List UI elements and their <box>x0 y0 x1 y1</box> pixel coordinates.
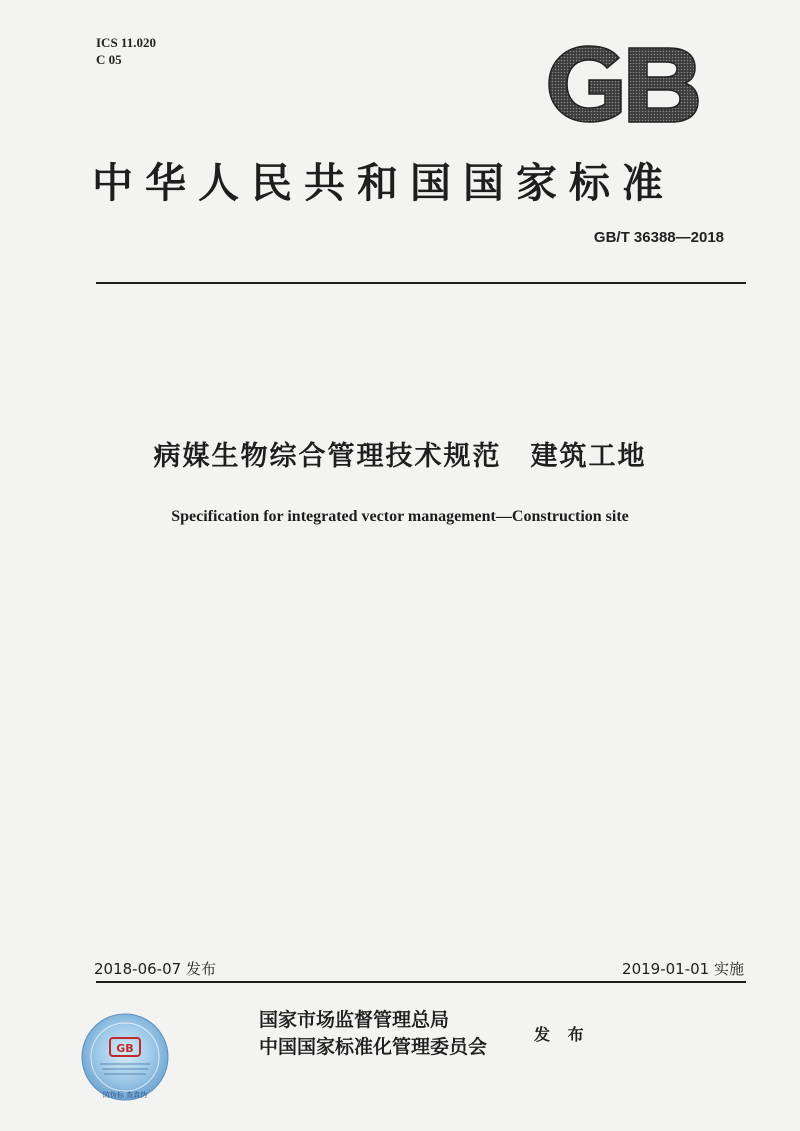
effective-date: 2019-01-01 实施 <box>622 960 744 978</box>
svg-text:GB: GB <box>116 1042 134 1055</box>
ccs-code: C 05 <box>96 52 122 67</box>
classification-codes <box>96 34 156 68</box>
bottom-divider <box>96 981 746 983</box>
gb-logo <box>545 44 701 124</box>
publisher-line-1: 国家市场监督管理总局 <box>259 1009 450 1031</box>
document-title-chinese: 病媒生物综合管理技术规范 建筑工地 <box>153 441 647 472</box>
seal-label: 防伪标 查真伪 <box>102 1091 148 1099</box>
standard-code: GB/T 36388—2018 <box>593 229 724 246</box>
publishing-authorities <box>259 1007 487 1061</box>
top-divider <box>96 282 746 284</box>
standard-type-heading: 中华人民共和国国家标准 <box>92 159 675 207</box>
publish-label: 发 布 <box>534 1025 590 1044</box>
publisher-line-2: 中国国家标准化管理委员会 <box>259 1036 488 1058</box>
ics-code: ICS 11.020 <box>96 35 156 50</box>
issue-date: 2018-06-07 发布 <box>94 960 216 978</box>
document-title-english: Specification for integrated vector management—Construction site <box>171 508 629 525</box>
anti-counterfeit-seal-icon <box>80 1012 170 1102</box>
